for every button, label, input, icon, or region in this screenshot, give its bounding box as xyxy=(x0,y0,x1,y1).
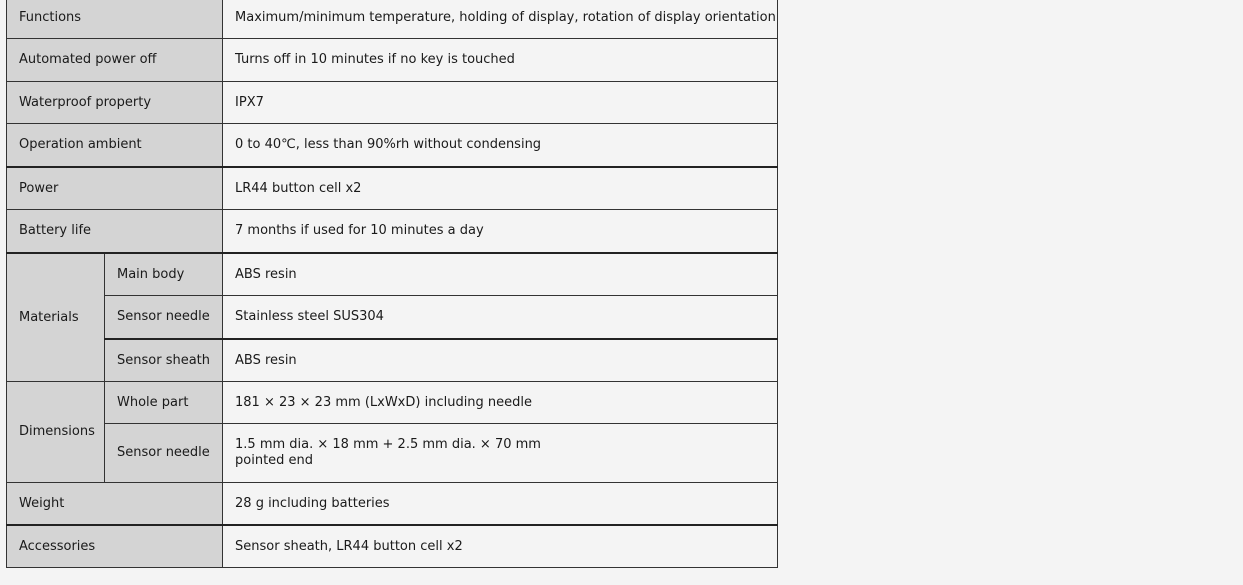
power-label: Power xyxy=(7,167,223,210)
row-battery-life xyxy=(7,210,778,254)
operation-ambient-value: 0 to 40℃, less than 90%rh without condensing xyxy=(223,124,778,168)
auto-power-off-value: Turns off in 10 minutes if no key is touched xyxy=(223,39,778,82)
functions-value: Maximum/minimum temperature, holding of display, rotation of display orientation xyxy=(223,0,778,39)
row-functions xyxy=(7,0,778,39)
materials-main-body-value: ABS resin xyxy=(223,253,778,296)
materials-sensor-sheath-value: ABS resin xyxy=(223,339,778,382)
row-dimensions-sensor-needle xyxy=(7,424,778,483)
materials-sensor-needle-value: Stainless steel SUS304 xyxy=(223,296,778,340)
dimensions-sensor-needle-line1: 1.5 mm dia. × 18 mm + 2.5 mm dia. × 70 mm xyxy=(235,437,541,452)
row-waterproof xyxy=(7,82,778,124)
power-value: LR44 button cell x2 xyxy=(223,167,778,210)
functions-label: Functions xyxy=(7,0,223,39)
dimensions-whole-part-value: 181 × 23 × 23 mm (LxWxD) including needle xyxy=(223,382,778,424)
operation-ambient-label: Operation ambient xyxy=(7,124,223,168)
row-materials-main-body xyxy=(7,253,778,296)
spec-table xyxy=(6,0,778,568)
materials-sensor-needle-label: Sensor needle xyxy=(105,296,223,340)
row-dimensions-whole-part xyxy=(7,382,778,424)
dimensions-sensor-needle-value xyxy=(223,424,778,483)
dimensions-sensor-needle-line2: pointed end xyxy=(235,453,314,468)
auto-power-off-label: Automated power off xyxy=(7,39,223,82)
row-materials-sensor-needle xyxy=(7,296,778,340)
waterproof-value: IPX7 xyxy=(223,82,778,124)
accessories-label: Accessories xyxy=(7,525,223,568)
row-materials-sensor-sheath xyxy=(7,339,778,382)
materials-label: Materials xyxy=(7,253,105,382)
row-auto-power-off xyxy=(7,39,778,82)
weight-label: Weight xyxy=(7,483,223,526)
row-operation-ambient xyxy=(7,124,778,168)
dimensions-sensor-needle-label: Sensor needle xyxy=(105,424,223,483)
dimensions-label: Dimensions xyxy=(7,382,105,483)
row-weight xyxy=(7,483,778,526)
materials-main-body-label: Main body xyxy=(105,253,223,296)
waterproof-label: Waterproof property xyxy=(7,82,223,124)
accessories-value: Sensor sheath, LR44 button cell x2 xyxy=(223,525,778,568)
dimensions-whole-part-label: Whole part xyxy=(105,382,223,424)
battery-life-value: 7 months if used for 10 minutes a day xyxy=(223,210,778,254)
row-power xyxy=(7,167,778,210)
row-accessories xyxy=(7,525,778,568)
battery-life-label: Battery life xyxy=(7,210,223,254)
weight-value: 28 g including batteries xyxy=(223,483,778,526)
materials-sensor-sheath-label: Sensor sheath xyxy=(105,339,223,382)
